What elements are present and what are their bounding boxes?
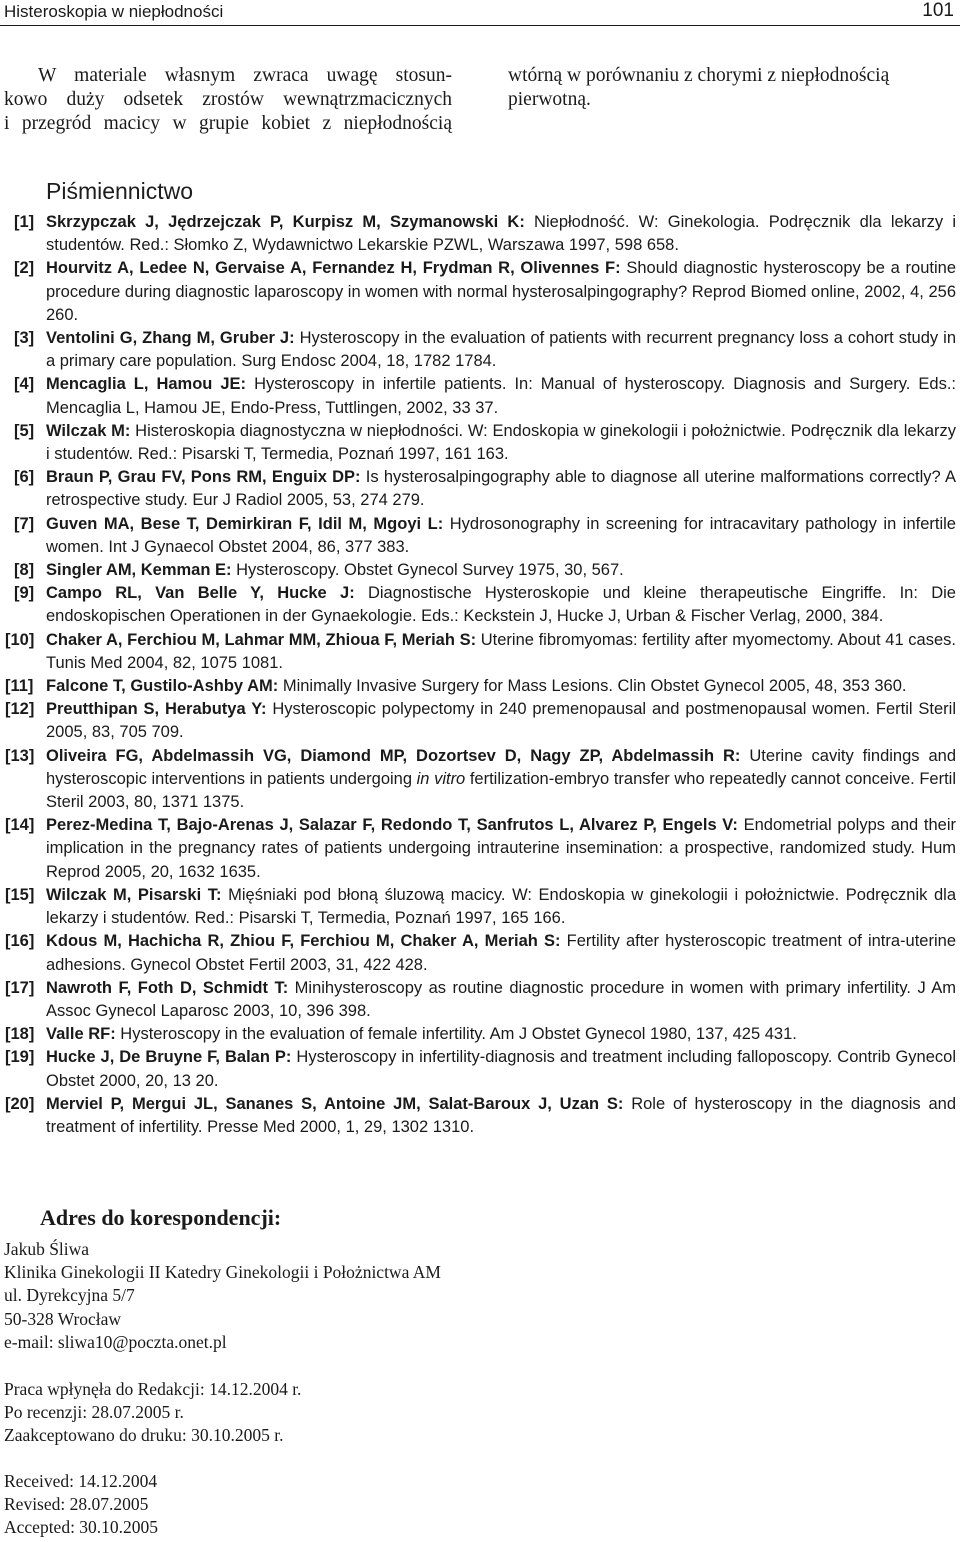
reference-number: [2] [14,259,35,278]
reference-item [5,977,956,1023]
reference-text: Hysteroscopy in the evaluation of female infertility. Am J Obstet Gynecol 1980, 137, 425 431. [115,1025,797,1044]
street-address: ul. Dyrekcyjna 5/7 [4,1285,135,1306]
reference-item [14,257,956,327]
revised-date: Revised: 28.07.2005 [4,1494,149,1515]
received-date-pl: Praca wpłynęła do Redakcji: 14.12.2004 r. [4,1379,302,1399]
reference-text: Hysteroscopy in infertility-diagnosis and treatment including falloposcopy. Contrib Gynecol Obstet 2000, 20, 13 20. [46,1048,956,1090]
revised-date-pl: Po recenzji: 28.07.2005 r. [4,1402,184,1423]
reference-text: Diagnostische Hysteroskopie und kleine therapeutische Eingriffe. In: Die endoskopischen Operationen in der Gynaekologie. Eds.: Keckstein J, Hucke J, Urban & Fischer Verlag, 2000, 384. [46,584,956,626]
reference-number: [17] [5,978,35,997]
reference-authors: Guven MA, Bese T, Demirkiran F, Idil M, Mgoyi L: [46,514,444,533]
body-line: wtórną w porównaniu z chorymi z niepłodnością [508,65,890,86]
body-text-right-column [508,64,958,112]
reference-text: Histeroskopia diagnostyczna w niepłodności. W: Endoskopia w ginekologii i położnictwie. Podręcznik dla lekarzy i studentów. Red.: Pisarski T, Termedia, Poznań 1997, 161 163. [46,421,956,464]
reference-authors: Wilczak M: [46,421,131,440]
author-name: Jakub Śliwa [4,1239,90,1259]
header-rule [0,25,960,26]
reference-authors: Kdous M, Hachicha R, Zhiou F, Ferchiou M, Chaker A, Meriah S: [46,932,561,951]
reference-text: Hysteroscopy in infertile patients. In: Manual of hysteroscopy. Diagnosis and Surgery. Eds.: Mencaglia L, Hamou JE, Endo-Press, Tuttlingen, 2002, 33 37. [46,375,956,417]
reference-authors: Oliveira FG, Abdelmassih VG, Diamond MP, Dozortsev D, Nagy ZP, Abdelmassih R: [46,746,741,765]
body-line: i przegród macicy w grupie kobiet z niepłodnością [4,113,452,134]
reference-list [5,211,957,1139]
reference-item [14,559,956,582]
correspondence-heading: Adres do korespondencji: [40,1205,282,1230]
reference-authors: Braun P, Grau FV, Pons RM, Enguix DP: [46,468,361,487]
reference-number: [18] [5,1025,35,1044]
body-line: W materiale własnym zwraca uwagę stosun- [38,65,452,86]
reference-item [5,930,956,976]
reference-number: [3] [14,329,35,348]
reference-item [5,745,957,815]
reference-item [5,1093,956,1139]
reference-text: Is hysterosalpingography able to diagnose all uterine malformations correctly? A retrospective study. Eur J Radiol 2005, 53, 274 279. [46,468,957,510]
reference-text: Should diagnostic hysteroscopy be a routine procedure during diagnostic laparoscopy in women with normal hysterosalpingography? Reprod Biomed online, 2002, 4, 256 260. [46,259,957,324]
reference-number: [16] [5,932,35,951]
reference-number: [12] [5,700,35,719]
reference-authors: Preutthipan S, Herabutya Y: [46,700,267,719]
reference-number: [13] [5,746,35,765]
reference-number: [20] [5,1094,35,1113]
reference-authors: Nawroth F, Foth D, Schmidt T: [46,978,289,997]
correspondence-address [4,1238,441,1354]
reference-authors: Hucke J, De Bruyne F, Balan P: [46,1048,292,1067]
reference-text: Hysteroscopy. Obstet Gynecol Survey 1975, 30, 567. [231,561,624,580]
body-text-left-column [4,64,452,136]
reference-text: Endometrial polyps and their implication in the pregnancy rates of patients undergoing intrauterine insemination: a prospective, randomized study. Hum Reprod 2005, 20, 1632 1635. [46,816,957,881]
reference-text: Role of hysteroscopy in the diagnosis and treatment of infertility. Presse Med 2000, 1, 29, 1302 1310. [46,1094,956,1136]
reference-authors: Skrzypczak J, Jędrzejczak P, Kurpisz M, Szymanowski K: [46,213,525,231]
accepted-date-pl: Zaakceptowano do druku: 30.10.2005 r. [4,1425,284,1446]
reference-text: Niepłodność. W: Ginekologia. Podręcznik dla lekarzy i studentów. Red.: Słomko Z, Wydawnictwo Lekarskie PZWL, Warszawa 1997, 598 658. [46,213,956,255]
reference-number: [1] [14,213,35,231]
affiliation: Klinika Ginekologii II Katedry Ginekologii i Położnictwa AM [4,1262,441,1283]
reference-text: Fertility after hysteroscopic treatment of intra-uterine adhesions. Gynecol Obstet Fertil 2003, 31, 422 428. [46,932,956,974]
submission-dates-english [4,1470,158,1540]
reference-item [5,884,956,930]
running-title: Histeroskopia w niepłodności [4,2,224,21]
reference-authors: Chaker A, Ferchiou M, Lahmar MM, Zhioua F, Meriah S: [46,630,477,649]
reference-number: [5] [14,421,35,440]
reference-authors: Falcone T, Gustilo-Ashby AM: [46,677,279,696]
reference-item [5,675,956,698]
reference-number: [4] [14,375,35,394]
reference-authors: Valle RF: [46,1025,116,1044]
reference-italic: in vitro [416,769,466,788]
reference-text: Hysteroscopic polypectomy in 240 premenopausal and postmenopausal women. Fertil Steril 2005, 83, 705 709. [46,700,956,742]
reference-item [14,513,956,559]
reference-item [14,211,956,257]
reference-text: Minihysteroscopy as routine diagnostic procedure in women with primary infertility. J Am Assoc Gynecol Laparosc 2003, 10, 396 398. [46,978,956,1020]
reference-authors: Singler AM, Kemman E: [46,561,232,580]
reference-text: Mięśniaki pod błoną śluzową macicy. W: Endoskopia w ginekologii i położnictwie. Podręcznik dla lekarzy i studentów. Red.: Pisarski T, Termedia, Poznań 1997, 165 166. [46,885,956,928]
submission-dates-polish [4,1378,301,1448]
reference-text: Uterine cavity findings and hysteroscopic interventions in patients undergoing [46,746,957,788]
references-heading: Piśmiennictwo [46,178,193,204]
reference-number: [7] [14,514,35,533]
body-line: kowo duży odsetek zrostów wewnątrzmacicznych [4,89,452,110]
reference-text: fertilization-embryo transfer who repeatedly cannot conceive. Fertil Steril 2003, 80, 1371 1375. [46,769,956,812]
reference-item [5,1046,956,1092]
reference-number: [6] [14,468,35,487]
reference-number: [11] [5,677,34,696]
reference-text: Minimally Invasive Surgery for Mass Lesions. Clin Obstet Gynecol 2005, 48, 353 360. [278,677,907,696]
reference-item [5,814,957,884]
reference-authors: Wilczak M, Pisarski T: [46,885,222,904]
body-line: pierwotną. [508,89,591,110]
reference-number: [15] [5,885,35,904]
reference-authors: Perez-Medina T, Bajo-Arenas J, Salazar F, Redondo T, Sanfrutos L, Alvarez P, Engels V: [46,816,738,835]
running-header [0,0,960,26]
reference-authors: Hourvitz A, Ledee N, Gervaise A, Fernandez H, Frydman R, Olivennes F: [46,259,621,278]
reference-item [14,327,956,373]
reference-number: [10] [5,630,35,649]
reference-authors: Campo RL, Van Belle Y, Hucke J: [46,584,355,603]
reference-number: [19] [5,1048,35,1067]
reference-text: Hydrosonography in screening for intracavitary pathology in infertile women. Int J Gynaecol Obstet 2004, 86, 377 383. [46,514,956,556]
received-date: Received: 14.12.2004 [4,1471,158,1491]
reference-item [14,373,956,419]
page-number: 101 [922,0,954,21]
reference-item [14,420,956,466]
reference-text: Hysteroscopy in the evaluation of patients with recurrent pregnancy loss a cohort study in a primary care population. Surg Endosc 2004, 18, 1782 1784. [46,329,956,371]
reference-item [5,1023,956,1046]
reference-number: [8] [14,561,35,580]
reference-item [14,582,956,628]
reference-item [5,629,956,675]
reference-text: Uterine fibromyomas: fertility after myomectomy. About 41 cases. Tunis Med 2004, 82, 1075 1081. [46,630,956,672]
reference-item [5,698,956,744]
reference-authors: Merviel P, Mergui JL, Sananes S, Antoine JM, Salat-Baroux J, Uzan S: [46,1094,624,1113]
reference-number: [14] [5,816,35,835]
reference-item [14,466,956,512]
reference-authors: Ventolini G, Zhang M, Gruber J: [46,329,295,348]
postal-city: 50-328 Wrocław [4,1308,122,1329]
accepted-date: Accepted: 30.10.2005 [4,1517,159,1538]
email-address: e-mail: sliwa10@poczta.onet.pl [4,1331,227,1352]
reference-authors: Mencaglia L, Hamou JE: [46,375,247,394]
reference-number: [9] [14,584,35,603]
